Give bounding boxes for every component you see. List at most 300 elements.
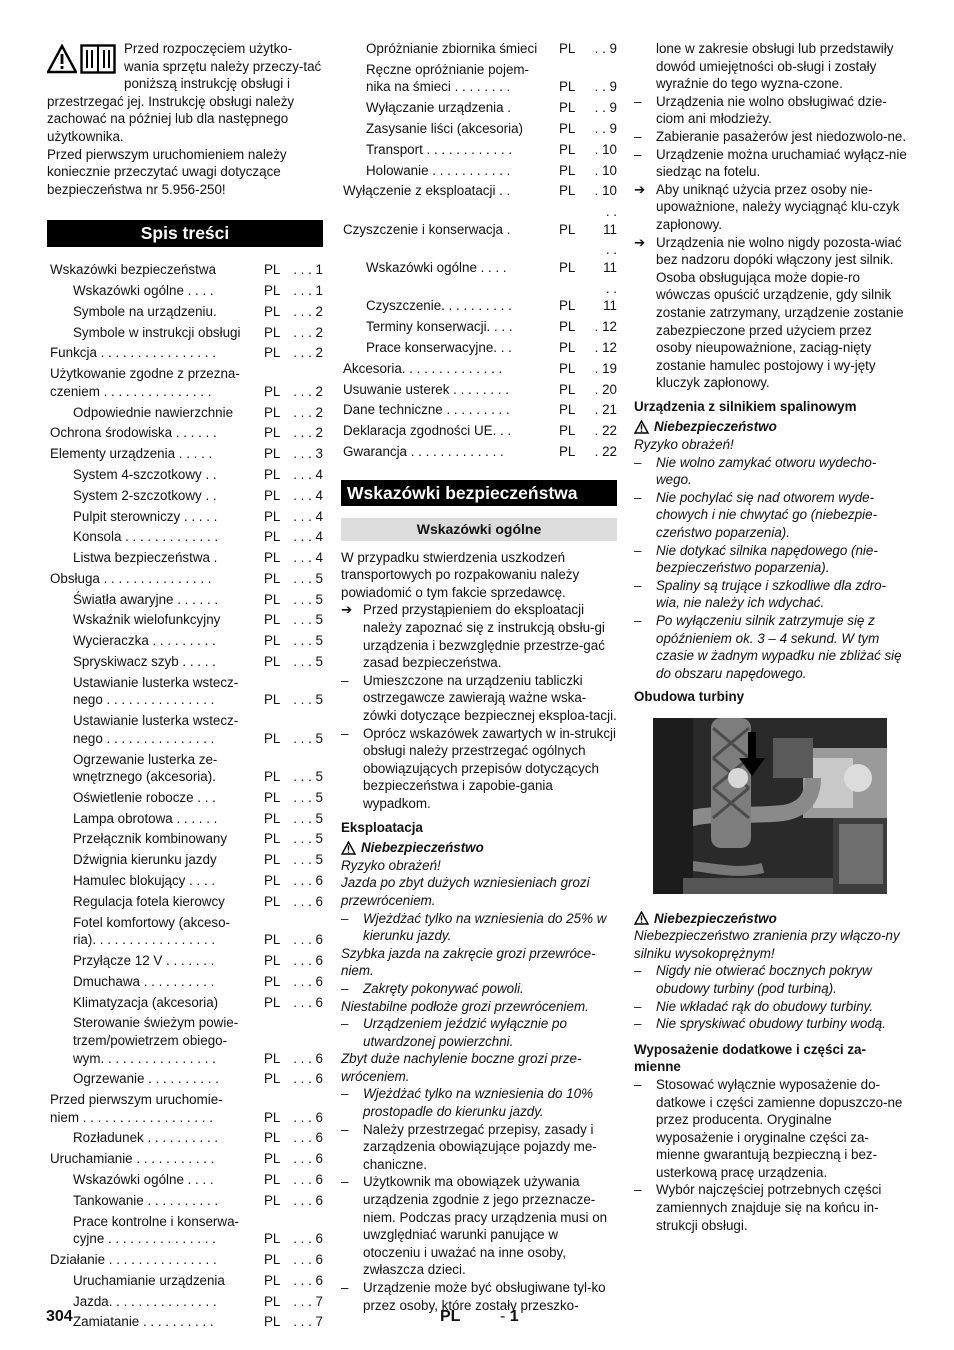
toc-entry-lang: PL: [264, 1071, 281, 1087]
danger-label: Niebezpieczeństwo: [361, 840, 484, 856]
toc-entry-page: . . . 1: [293, 262, 323, 278]
turbine-heading: Obudowa turbiny: [634, 689, 745, 705]
toc-entry-title: Dmuchawa . . . . . . . . . .: [73, 973, 215, 989]
toc-entry-title: Wskazówki bezpieczeństwa: [50, 262, 216, 278]
toc-entry-page: . . . 6: [293, 994, 323, 1010]
toc-entry-lang: PL: [264, 852, 281, 868]
toc-entry-page: . 10: [594, 183, 617, 199]
engine-list: [634, 454, 908, 683]
toc-entry-lang: PL: [264, 508, 281, 524]
toc-entry[interactable]: [47, 674, 323, 709]
list-item: – Zakręty pokonywać powoli.: [341, 980, 524, 996]
toc-entry-title: Wyłączanie urządzenia .: [366, 100, 512, 116]
toc-entry-page: . 21: [594, 402, 617, 418]
toc-entry-title: Fotel komfortowy (akceso- ria). . . . . . . . . . . . . . . . .: [73, 914, 231, 948]
toc-entry[interactable]: [47, 508, 323, 526]
toc-list-2: [341, 40, 617, 460]
toc-list-1: [47, 261, 323, 1331]
toc-entry-title: Listwa bezpieczeństwa .: [73, 550, 218, 566]
toc-entry[interactable]: [47, 1272, 323, 1290]
toc-entry[interactable]: [47, 528, 323, 546]
toc-entry[interactable]: [47, 549, 323, 567]
toc-entry-page: . . . 5: [293, 810, 323, 826]
manual-book-icon: [80, 44, 116, 74]
list-item: – Spaliny są trujące i szkodliwe dla zdro-wia, nie należy ich wdychać.: [634, 577, 886, 611]
list-item: – Urządzenie można uruchamiać wyłącz-nie siedząc na fotelu.: [634, 146, 907, 180]
list-item: ➔ Aby uniknąć użycia przez osoby nie-upoważnione, należy wyciągnąć klu-czyk zapłonowy.: [634, 181, 900, 232]
column-2: [341, 40, 617, 1314]
operation-text-3: Niestabilne podłoże grozi przewróceniem.: [341, 998, 589, 1014]
toc-entry-page: . . . 5: [293, 612, 323, 628]
toc-entry[interactable]: [341, 339, 617, 357]
toc-entry-lang: PL: [559, 298, 576, 314]
toc-entry-title: Prace konserwacyjne. . .: [366, 339, 512, 355]
toc-entry-title: Obsługa . . . . . . . . . . . . . . .: [50, 570, 212, 586]
toc-entry-lang: PL: [559, 443, 576, 459]
toc-entry-title: System 4-szczotkowy . .: [73, 466, 217, 482]
toc-entry-page: . 22: [594, 423, 617, 439]
toc-entry-page: . . . 6: [293, 873, 323, 889]
general-paragraph: W przypadku stwierdzenia uszkodzeń transportowych po rozpakowaniu należy powiadomić o tym fakcie sprzedawcę.: [341, 549, 580, 600]
toc-entry-page: . . . 7: [293, 1293, 323, 1309]
toc-entry-title: Ustawianie lusterka wstecz- nego . . . . . . . . . . . . . . .: [73, 713, 239, 746]
operation-list: [341, 1121, 617, 1315]
toc-entry[interactable]: [47, 994, 323, 1012]
toc-entry-lang: PL: [264, 550, 281, 566]
toc-entry-title: Ustawianie lusterka wstecz- nego . . . . . . . . . . . . . . .: [73, 674, 239, 708]
intro-paragraph-2: Przed pierwszym uruchomieniem należy koniecznie przeczytać uwagi dotyczące bezpieczeństwa nr 5.956-250!: [47, 146, 287, 197]
intro-paragraph-1: Przed rozpoczęciem użytko-wania sprzętu należy przeczy-tać poniższą instrukcję obsługi i przestrzegać jej. Instrukcję obsługi należy zachować na później lub dla następnego użytkownika.: [47, 41, 322, 144]
toc-entry[interactable]: [47, 303, 323, 321]
toc-entry-page: . . . 2: [293, 404, 323, 420]
operation-danger: [341, 839, 617, 857]
column-1: [47, 40, 323, 1334]
toc-entry[interactable]: [47, 424, 323, 442]
toc-entry-lang: PL: [264, 446, 281, 462]
danger-label: Niebezpieczeństwo: [654, 910, 777, 926]
toc-entry-lang: PL: [559, 183, 576, 199]
toc-entry-title: Ochrona środowiska . . . . . .: [50, 425, 217, 441]
toc-entry[interactable]: [47, 789, 323, 807]
engine-danger: [634, 418, 908, 436]
toc-entry-page: . . . 6: [293, 1192, 323, 1208]
list-item: – Nie spryskiwać obudowy turbiny wodą.: [634, 1016, 886, 1032]
engine-heading: Urządzenia z silnikiem spalinowym: [634, 398, 857, 414]
toc-entry-lang: PL: [264, 262, 281, 278]
warning-triangle-icon: [634, 911, 649, 925]
toc-entry-page: . 20: [594, 381, 617, 397]
toc-entry-page: . . 11: [603, 280, 617, 314]
toc-entry-lang: PL: [559, 120, 576, 136]
toc-entry-page: . . . 2: [293, 303, 323, 319]
operation-text-4: Zbyt duże nachylenie boczne grozi prze-wróceniem.: [341, 1051, 582, 1084]
toc-entry[interactable]: [47, 1129, 323, 1147]
toc-entry-lang: PL: [264, 283, 281, 299]
toc-entry-lang: PL: [559, 339, 576, 355]
operation-risk: Ryzyko obrażeń!: [341, 857, 441, 873]
toc-entry[interactable]: [47, 466, 323, 484]
toc-entry[interactable]: [341, 61, 617, 96]
toc-entry-lang: PL: [264, 873, 281, 889]
toc-entry-lang: PL: [264, 952, 281, 968]
toc-entry-page: . . . 5: [293, 570, 323, 586]
list-item: – Oprócz wskazówek zawartych w in-strukcji obsługi należy przestrzegać ogólnych obowiązujących przepisów dotyczących bezpieczeństwa i zapobie-gania wypadkom.: [341, 725, 616, 811]
list-item: – Należy przestrzegać przepisy, zasady i zarządzenia obowiązujące pojazdy me-chaniczne.: [341, 1121, 597, 1172]
toc-entry-page: . . . 1: [293, 283, 323, 299]
toc-entry-title: Dane techniczne . . . . . . . . .: [343, 402, 510, 418]
toc-entry-title: Przyłącze 12 V . . . . . . .: [73, 952, 215, 968]
toc-entry-lang: PL: [264, 654, 281, 669]
toc-entry-title: Deklaracja zgodności UE. . .: [343, 423, 512, 439]
toc-entry-lang: PL: [264, 932, 281, 948]
toc-entry-lang: PL: [264, 1192, 281, 1208]
toc-entry[interactable]: [47, 1293, 323, 1311]
list-item: – Urządzenie może być obsługiwane tyl-ko przez osoby, które zostały przeszko-: [341, 1280, 606, 1313]
toc-entry-page: . . . 6: [293, 1151, 323, 1167]
turbine-danger: [634, 910, 908, 928]
toc-entry-title: Zamiatanie . . . . . . . . . .: [73, 1314, 214, 1330]
toc-entry-lang: PL: [264, 1272, 281, 1288]
toc-entry-lang: PL: [264, 1251, 281, 1267]
toc-entry-lang: PL: [264, 1172, 281, 1187]
toc-entry-title: Elementy urządzenia . . . . .: [50, 446, 213, 462]
toc-entry-title: Przed pierwszym uruchomie- niem . . . . . . . . . . . . . . . . . .: [50, 1092, 223, 1125]
toc-entry-lang: PL: [559, 100, 576, 116]
toc-entry-title: Rozładunek . . . . . . . . . .: [73, 1130, 219, 1146]
toc-entry-lang: PL: [559, 260, 576, 276]
toc-entry-title: Zasysanie liści (akcesoria): [366, 120, 524, 136]
toc-entry-title: System 2-szczotkowy . .: [73, 487, 217, 503]
toc-entry-page: . . . 5: [293, 692, 323, 708]
toc-entry-page: . 12: [594, 319, 617, 335]
toc-entry-page: . . . 5: [293, 591, 323, 607]
toc-entry-page: . . . 5: [293, 831, 323, 847]
toc-entry-title: Wycieraczka . . . . . . . . .: [73, 633, 216, 649]
toc-entry[interactable]: [47, 344, 323, 362]
toc-entry-page: . . 11: [603, 204, 617, 237]
toc-entry[interactable]: [47, 1091, 323, 1126]
column-3: [634, 40, 908, 1234]
list-item: – Nie pochylać się nad otworem wyde-chowych i nie chwytać go (niebezpie-czeństwo poparzenia).: [634, 489, 878, 541]
toc-entry[interactable]: [341, 162, 617, 180]
toc-entry-lang: PL: [264, 487, 281, 503]
toc-entry-lang: PL: [264, 345, 281, 361]
toc-entry-title: Opróżnianie zbiornika śmieci: [366, 41, 538, 56]
toc-entry-lang: PL: [264, 529, 281, 545]
toc-entry[interactable]: [341, 99, 617, 117]
toc-entry-lang: PL: [559, 221, 576, 237]
toc-entry-page: . 12: [594, 339, 617, 355]
toc-entry[interactable]: [341, 241, 617, 276]
toc-entry[interactable]: [47, 973, 323, 991]
toc-entry-page: . . . 7: [293, 1314, 323, 1330]
toc-entry-lang: PL: [264, 994, 281, 1010]
toc-entry-page: . . . 6: [293, 893, 323, 909]
toc-entry[interactable]: [47, 282, 323, 300]
toc-entry[interactable]: [47, 914, 323, 949]
toc-entry-lang: PL: [264, 466, 281, 482]
list-item: ➔ Przed przystąpieniem do eksploatacji należy zapoznać się z instrukcją obsłu-gi urządzenia i bezwzględnie przestrze-gać zasad bezpieczeństwa.: [341, 602, 605, 671]
toc-entry-title: Prace kontrolne i konserwa- cyjne . . . . . . . . . . . . . . .: [73, 1213, 239, 1247]
toc-entry[interactable]: [341, 182, 617, 200]
toc-entry-title: Wskazówki ogólne . . . .: [73, 283, 214, 299]
toc-entry[interactable]: [47, 611, 323, 629]
toc-entry-title: Działanie . . . . . . . . . . . . . . .: [50, 1251, 217, 1267]
toc-entry-title: Transport . . . . . . . . . . . .: [366, 141, 513, 157]
toc-entry-title: Konsola . . . . . . . . . . . . .: [73, 529, 219, 545]
toc-entry-title: Odpowiednie nawierzchnie: [73, 404, 234, 420]
toc-entry-page: . . . 5: [293, 730, 323, 746]
toc-entry-lang: PL: [559, 360, 576, 376]
toc-entry-title: Spryskiwacz szyb . . . . .: [73, 654, 216, 669]
toc-entry-page: . . . 2: [293, 345, 323, 361]
general-subheading: Wskazówki ogólne: [341, 518, 617, 541]
list-item: – Po wyłączeniu silnik zatrzymuje się z opóźnieniem ok. 3 – 4 sekund. W tym czasie w żadnym wypadku nie zbliżać się do obszaru napędowego.: [634, 613, 902, 681]
toc-entry-lang: PL: [264, 692, 281, 708]
toc-entry-title: Czyszczenie i konserwacja .: [343, 221, 511, 237]
operation-text-1: Jazda po zbyt dużych wzniesieniach grozi przewróceniem.: [341, 875, 590, 908]
toc-entry-page: . . . 5: [293, 789, 323, 805]
toc-entry[interactable]: [341, 318, 617, 336]
operator-list: [634, 93, 908, 392]
toc-entry[interactable]: [47, 1313, 323, 1331]
toc-entry[interactable]: [341, 203, 617, 238]
toc-entry-title: Wskazówki ogólne . . . .: [366, 260, 507, 276]
toc-entry-page: . 19: [594, 360, 617, 376]
toc-entry-lang: PL: [264, 810, 281, 826]
toc-entry[interactable]: [341, 381, 617, 399]
toc-entry-page: . . . 2: [293, 324, 323, 340]
toc-entry[interactable]: [47, 591, 323, 609]
toc-entry[interactable]: [47, 1014, 323, 1067]
toc-entry[interactable]: [341, 280, 617, 315]
toc-entry-title: Funkcja . . . . . . . . . . . . . . . .: [50, 345, 216, 361]
toc-entry-lang: PL: [264, 769, 281, 785]
toc-entry-lang: PL: [264, 1151, 281, 1167]
toc-entry-lang: PL: [264, 831, 281, 847]
toc-entry[interactable]: [341, 401, 617, 419]
toc-entry-lang: PL: [264, 324, 281, 340]
toc-entry[interactable]: [47, 1150, 323, 1168]
toc-entry-lang: PL: [559, 162, 576, 178]
toc-entry-page: . 10: [594, 141, 617, 157]
toc-entry[interactable]: [47, 893, 323, 911]
toc-entry-page: . . . 6: [293, 932, 323, 948]
toc-entry-page: . . 11: [603, 242, 617, 276]
turbine-list: [634, 962, 908, 1032]
toc-entry-page: . . . 6: [293, 1071, 323, 1087]
turbine-text: Niebezpieczeństwo zranienia przy włączo-ny silniku wysokoprężnym!: [634, 928, 900, 961]
toc-entry-lang: PL: [559, 423, 576, 439]
toc-entry-lang: PL: [559, 402, 576, 418]
toc-entry-page: . . . 6: [293, 1130, 323, 1146]
toc-entry-lang: PL: [264, 1231, 281, 1247]
list-item: – Użytkownik ma obowiązek używania urządzenia zgodnie z jego przeznacze-niem. Podczas pracy urządzenia musi on uwzględniać warunki panujące w otoczeniu i uważać na inne osoby, zwłaszcza dzieci.: [341, 1174, 608, 1278]
toc-entry-page: . . . 4: [293, 487, 323, 503]
toc-entry[interactable]: [47, 1171, 323, 1189]
toc-entry-page: . . . 6: [293, 1251, 323, 1267]
accessories-heading: Wyposażenie dodatkowe i części za-mienne: [634, 1041, 866, 1075]
list-item: – Wjeżdżać tylko na wzniesienia do 10% prostopadle do kierunku jazdy.: [341, 1086, 593, 1120]
toc-entry[interactable]: [341, 360, 617, 378]
toc-entry-lang: PL: [264, 1314, 281, 1330]
toc-entry[interactable]: [47, 810, 323, 828]
list-item: – Nie dotykać silnika napędowego (nie-bezpieczeństwo poparzenia).: [634, 542, 878, 576]
footer-language: PL: [440, 1308, 461, 1325]
toc-entry-title: Usuwanie usterek . . . . . . . .: [343, 381, 509, 397]
turbine-photo: [653, 718, 887, 894]
toc-entry-lang: PL: [559, 381, 576, 397]
toc-entry-page: . . . 6: [293, 1172, 323, 1187]
toc-entry-page: . . . 4: [293, 466, 323, 482]
toc-entry-page: . . . 2: [293, 383, 323, 399]
warning-triangle-icon: [341, 841, 356, 855]
list-item: ➔ Urządzenia nie wolno nigdy pozosta-wiać bez nadzoru dopóki włączony jest silnik. Osoba obsługująca może dopie-ro wówczas opuścić urządzenie, gdy silnik zostanie zatrzymany, urządzenie zostanie zabezpieczone przed użyciem przez osoby nieupoważnione, zaciąg-nięty zostanie hamulec postojowy i wy-jęty kluczyk zapłonowy.: [634, 234, 904, 391]
toc-entry[interactable]: [341, 141, 617, 159]
toc-entry[interactable]: [341, 422, 617, 440]
toc-entry-page: . . . 3: [293, 446, 323, 462]
toc-entry[interactable]: [47, 830, 323, 848]
list-item: – Umieszczone na urządzeniu tabliczki ostrzegawcze zawierają ważne wska-zówki dotyczące bezpiecznej eksploa-tacji.: [341, 672, 617, 723]
toc-entry-title: Uruchamianie . . . . . . . . . . .: [50, 1151, 215, 1167]
intro-block: [47, 40, 323, 198]
toc-entry[interactable]: [47, 1192, 323, 1210]
toc-entry-lang: PL: [264, 789, 281, 805]
toc-entry[interactable]: [47, 712, 323, 747]
toc-entry-page: . . . 6: [293, 973, 323, 989]
warning-icons: [47, 44, 116, 74]
toc-entry-lang: PL: [264, 303, 281, 319]
toc-entry-page: . . . 5: [293, 852, 323, 868]
toc-entry-title: Symbole w instrukcji obsługi: [73, 324, 241, 340]
toc-entry-title: Lampa obrotowa . . . . . .: [73, 810, 218, 826]
toc-entry-page: . . 9: [594, 100, 617, 116]
toc-entry[interactable]: [47, 653, 323, 671]
toc-entry-lang: PL: [264, 591, 281, 607]
toc-entry[interactable]: [47, 751, 323, 786]
toc-entry-title: Użytkowanie zgodne z przezna- czeniem . . . . . . . . . . . . . . .: [50, 366, 240, 399]
toc-entry-title: Hamulec blokujący . . . .: [73, 873, 216, 889]
toc-entry-title: Terminy konserwacji. . . .: [366, 319, 513, 335]
toc-entry-page: . 22: [594, 443, 617, 459]
toc-entry-lang: PL: [264, 425, 281, 441]
toc-entry-lang: PL: [559, 141, 576, 157]
toc-entry[interactable]: [341, 443, 617, 461]
toc-entry-page: . . . 2: [293, 425, 323, 441]
toc-entry-page: . . 9: [594, 41, 617, 56]
toc-entry[interactable]: [47, 851, 323, 869]
toc-entry-lang: PL: [559, 41, 576, 56]
list-item: – Urządzeniem jeździć wyłącznie po utwardzonej powierzchni.: [341, 1016, 567, 1049]
toc-entry-page: . . . 6: [293, 1272, 323, 1288]
toc-entry-title: Pulpit sterowniczy . . . . .: [73, 508, 218, 524]
toc-entry-page: . . . 4: [293, 508, 323, 524]
warning-triangle-icon: [47, 44, 77, 74]
toc-entry[interactable]: [47, 324, 323, 342]
toc-entry[interactable]: [47, 1213, 323, 1248]
continued-text: lone w zakresie obsługi lub przedstawiły dowód umiejętności ob-sługi i zostały wyraźnie do tego wyzna-czone.: [656, 41, 894, 92]
toc-entry-page: . . . 5: [293, 633, 323, 649]
toc-entry-page: . . . 6: [293, 1050, 323, 1066]
toc-entry[interactable]: [341, 40, 617, 58]
toc-entry-title: Dźwignia kierunku jazdy: [73, 852, 217, 868]
list-item: – Stosować wyłącznie wyposażenie do-datkowe i części zamienne dopuszczo-ne przez producenta. Oryginalne wyposażenie i oryginalne części za-mienne gwarantują bezpieczną i bez-usterkową pracę urządzenia.: [634, 1076, 903, 1180]
toc-entry[interactable]: [47, 261, 323, 279]
toc-entry[interactable]: [47, 1251, 323, 1269]
danger-label: Niebezpieczeństwo: [654, 419, 777, 435]
toc-entry[interactable]: [47, 365, 323, 400]
toc-entry-page: . . . 4: [293, 529, 323, 545]
toc-entry-lang: PL: [264, 1293, 281, 1309]
toc-entry-page: . . . 6: [293, 952, 323, 968]
toc-entry-lang: PL: [264, 1050, 281, 1066]
toc-entry-title: Oświetlenie robocze . . .: [73, 789, 216, 805]
toc-entry-title: Wskaźnik wielofunkcyjny: [73, 612, 221, 628]
toc-entry[interactable]: [47, 487, 323, 505]
toc-entry-page: . 10: [594, 162, 617, 178]
list-item: – Nie wolno zamykać otworu wydecho-wego.: [634, 454, 877, 488]
list-item: – Wjeżdżać tylko na wzniesienia do 25% w kierunku jazdy.: [341, 910, 607, 944]
safety-heading: Wskazówki bezpieczeństwa: [341, 480, 617, 506]
operation-heading: Eksploatacja: [341, 819, 423, 835]
toc-entry[interactable]: [47, 872, 323, 890]
toc-entry-lang: PL: [264, 570, 281, 586]
toc-entry-title: Światła awaryjne . . . . . .: [73, 591, 219, 607]
toc-entry-title: Czyszczenie. . . . . . . . . .: [366, 298, 512, 314]
toc-entry-title: Ogrzewanie . . . . . . . . . .: [73, 1071, 219, 1087]
footer-subpage: - 1: [500, 1308, 519, 1325]
toc-entry-title: Holowanie . . . . . . . . . . .: [366, 162, 511, 178]
toc-entry-page: . . . 6: [293, 1109, 323, 1125]
toc-entry[interactable]: [47, 445, 323, 463]
toc-entry-lang: PL: [559, 319, 576, 335]
list-item: – Nie wkładać rąk do obudowy turbiny.: [634, 998, 874, 1014]
list-item: – Zabieranie pasażerów jest niedozwolo-ne.: [634, 128, 907, 144]
toc-entry-page: . . 9: [594, 79, 617, 95]
toc-entry-title: Symbole na urządzeniu.: [73, 303, 217, 319]
accessories-list: [634, 1076, 908, 1234]
toc-entry[interactable]: [47, 404, 323, 422]
toc-entry[interactable]: [47, 952, 323, 970]
toc-entry-page: . . . 6: [293, 1231, 323, 1247]
toc-entry-lang: PL: [264, 730, 281, 746]
toc-entry-lang: PL: [264, 893, 281, 909]
engine-risk: Ryzyko obrażeń!: [634, 437, 734, 453]
toc-entry-title: Ręczne opróżnianie pojem- nika na śmieci . . . . . . . .: [366, 61, 530, 95]
operation-text-2: Szybka jazda na zakręcie grozi przewróce-niem.: [341, 945, 596, 979]
toc-entry[interactable]: [47, 632, 323, 650]
toc-entry-lang: PL: [264, 1130, 281, 1146]
toc-entry-lang: PL: [264, 973, 281, 989]
toc-entry[interactable]: [47, 570, 323, 588]
toc-entry-page: . . 9: [594, 120, 617, 136]
toc-entry-lang: PL: [264, 404, 281, 420]
toc-entry-title: Przełącznik kombinowany: [73, 831, 228, 847]
toc-entry-title: Regulacja fotela kierowcy: [73, 893, 225, 909]
toc-entry-lang: PL: [264, 612, 281, 628]
toc-entry-title: Ogrzewanie lusterka ze- wnętrznego (akcesoria).: [73, 751, 218, 785]
toc-entry[interactable]: [47, 1070, 323, 1088]
page-number: 304: [46, 1308, 73, 1325]
warning-triangle-icon: [634, 420, 649, 434]
toc-entry-title: Tankowanie . . . . . . . . . .: [73, 1192, 219, 1208]
toc-entry[interactable]: [341, 120, 617, 138]
toc-entry-title: Wskazówki ogólne . . . .: [73, 1172, 214, 1187]
toc-entry-lang: PL: [264, 1109, 281, 1125]
toc-entry-title: Sterowanie świeżym powie- trzem/powietrzem obiego- wym. . . . . . . . . . . . . . . .: [73, 1015, 239, 1066]
toc-entry-lang: PL: [264, 633, 281, 649]
list-item: – Wybór najczęściej potrzebnych części zamiennych znajduje się na końcu in-strukcji obsługi.: [634, 1182, 882, 1233]
